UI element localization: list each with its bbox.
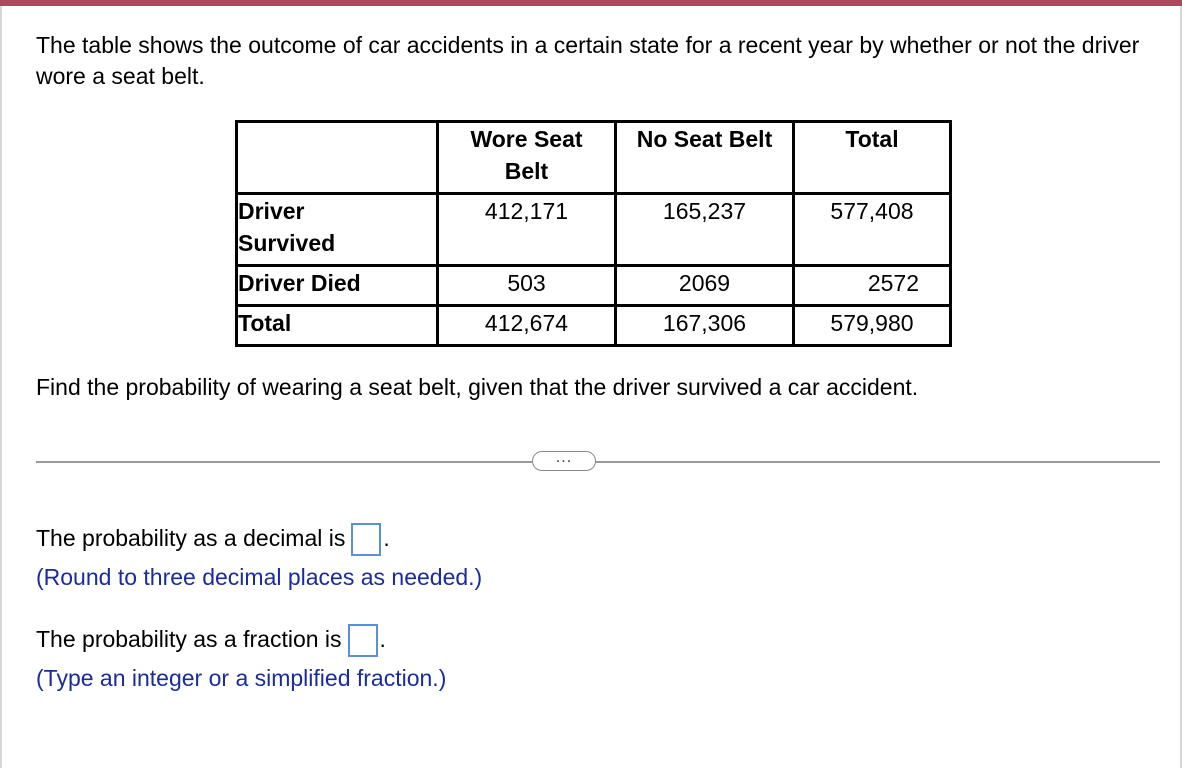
header-total: Total (794, 122, 951, 194)
table-row (237, 194, 951, 266)
cell-died-wore: 503 (438, 266, 616, 306)
header-wore-line1: Wore Seat (470, 126, 583, 152)
cell-survived-wore: 412,171 (438, 194, 616, 266)
row-label-total: Total (237, 306, 438, 346)
header-wore-line2: Belt (504, 158, 549, 184)
header-wore-seat-belt (438, 122, 616, 194)
ellipsis-icon: ... (555, 449, 573, 466)
answer-fraction-prompt: The probability as a fraction is (36, 626, 342, 652)
answer-decimal-prompt: The probability as a decimal is (36, 525, 346, 551)
answer-fraction-line (36, 624, 386, 657)
row-label-line1: Driver (238, 198, 305, 224)
table-header-row (237, 122, 951, 194)
cell-total-total: 579,980 (794, 306, 951, 346)
cell-total-no: 167,306 (616, 306, 794, 346)
question-text: Find the probability of wearing a seat belt, given that the driver survived a car accident. (36, 374, 919, 400)
cell-total-wore: 412,674 (438, 306, 616, 346)
answer-decimal-suffix: . (383, 525, 390, 551)
seat-belt-table (235, 120, 952, 347)
intro-text: The table shows the outcome of car accidents in a certain state for a recent year by whether or not the driver wore a seat belt. (36, 32, 1140, 89)
table-row (237, 306, 951, 346)
decimal-answer-input[interactable] (351, 523, 381, 556)
cell-died-no: 2069 (616, 266, 794, 306)
table-corner-cell (237, 122, 438, 194)
fraction-hint: (Type an integer or a simplified fraction.) (36, 665, 447, 691)
cell-survived-total: 577,408 (794, 194, 951, 266)
section-divider (36, 461, 1160, 463)
decimal-hint: (Round to three decimal places as needed.) (36, 564, 483, 590)
show-more-button[interactable] (532, 451, 596, 471)
fraction-answer-input[interactable] (348, 624, 378, 657)
cell-died-total: 2572 (794, 266, 951, 306)
answer-decimal-line (36, 523, 390, 556)
row-label-driver-died: Driver Died (237, 266, 438, 306)
header-no-seat-belt: No Seat Belt (616, 122, 794, 194)
row-label-driver-survived (237, 194, 438, 266)
answer-fraction-suffix: . (379, 626, 386, 652)
cell-survived-no: 165,237 (616, 194, 794, 266)
table-row (237, 266, 951, 306)
row-label-line2: Survived (238, 230, 336, 256)
